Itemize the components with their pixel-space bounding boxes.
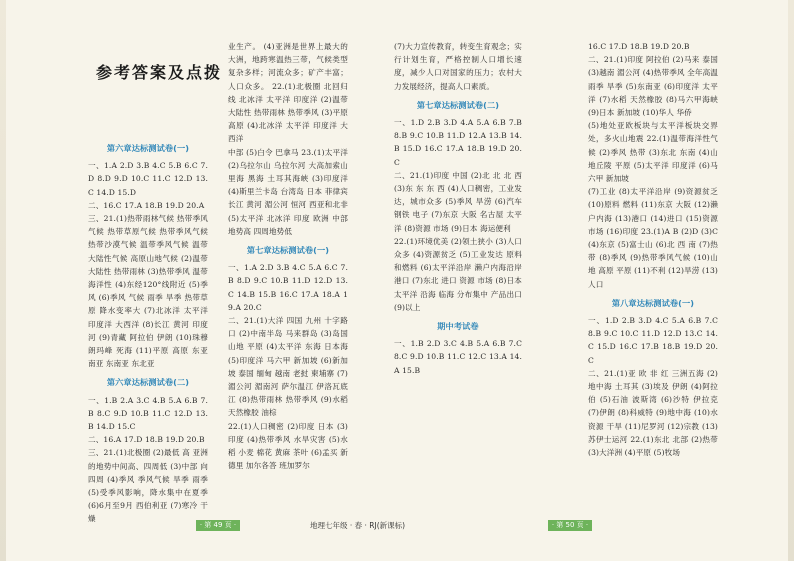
answer-paragraph: 一、1.D 2.B 3.D 4.A 5.A 6.B 7.B 8.B 9.C 10.B 11.D 12.A 13.B 14.B 15.D 16.C 17.A 18.B 19.D 20.C [394,118,522,167]
right-edge-strip [788,0,794,561]
answer-paragraph: (7)工业 (8)太平洋沿岸 (9)资源贫乏 (10)原料 燃料 (11)东京 大阪 (12)濑户内海 (13)港口 (14)进口 (15)资源 市场 (16)印度 23.(1)A B (2)D (3)C (4)东京 (5)富士山 (6)北 西 南 (7)热带 (8)季风 (9)热带季风气候 (10)山地 高原 平原 (11)不利 (12)旱涝 (13)人口 [588,187,718,289]
page-number-right: · 第 50 页 · [548,520,592,531]
page-number-left: · 第 49 页 · [196,520,240,531]
answer-paragraph: 业生产。 (4)亚洲是世界上最大的大洲，地跨寒温热三带，气候类型复杂多样；河流众多；矿产丰富；人口众多。 22.(1)北极圈 北回归线 北冰洋 太平洋 印度洋 (2)温带大陆性 热带雨林 热带季风 (3)平原 高原 (4)北冰洋 太平洋 印度洋 大西洋 [228,42,348,144]
answer-paragraph: 22.(1)环境优美 (2)领土狭小 (3)人口众多 (4)资源贫乏 (5)工业发达 原料和燃料 (6)太平洋沿岸 濑户内海沿岸 港口 (7)东北 进口 资源 市场 (8)日本 太平洋 沿海 临海 分布集中 产品出口 (9)以上 [394,236,522,312]
answer-paragraph: 二、21.(1)亚 欧 非 红 三洲五海 (2)地中海 土耳其 (3)埃及 伊朗 (4)阿拉伯 (5)石油 波斯湾 (6)沙特 伊拉克 (7)伊朗 (8)科威特 (9)地中海 (10)水资源 干旱 (11)尼罗河 (12)宗教 (13)苏伊士运河 22.(1)东北 北部 (2)热带 (3)大洋洲 (4)平原 (5)牧场 [588,368,718,458]
answer-paragraph: 一、1.B 2.D 3.C 4.B 5.A 6.B 7.C 8.C 9.D 10.B 11.C 12.C 13.A 14.A 15.B [394,339,522,375]
answer-paragraph: 二、21.(1)印度 阿拉伯 (2)马来 泰国 (3)越南 湄公河 (4)热带季风 全年高温 雨季 旱季 (5)东南亚 (6)印度洋 太平洋 (7)水稻 天然橡胶 (8)马六甲海峡 (9)日本 新加坡 (10)华人 华侨 [588,55,718,118]
answer-paragraph: 16.C 17.D 18.B 19.D 20.B [588,42,690,51]
answer-paragraph: 二、21.(1)大洋 四国 九州 十字路口 (2)中南半岛 马来群岛 (3)岛国 山地 平原 (4)太平洋 东海 日本海 (5)印度洋 马六甲 新加坡 (6)新加坡 泰国 缅甸 越南 老挝 柬埔寨 (7)湄公河 湄南河 萨尔温江 伊洛瓦底江 (8)热带雨林 热带季风 (9)水稻 天然橡胶 油棕 [228,316,348,418]
footer-label: 地理七年级 · 春 · RJ(新课标) [310,521,406,530]
answer-paragraph: (5)地处亚欧板块与太平洋板块交界处，多火山地震 22.(1)温带海洋性气候 (2)季风 热带 (3)东北 东南 (4)山地丘陵 平原 (5)太平洋 印度洋 (6)马六甲 新加坡 [588,121,718,184]
answer-paragraph: 中部 (5)白令 巴拿马 23.(1)太平洋 (2)乌拉尔山 乌拉尔河 大高加索山 里海 黑海 土耳其海峡 (3)印度洋 (4)斯里兰卡岛 台湾岛 日本 菲律宾 长江 黄河 湄公河 恒河 西亚和北非 (5)太平洋 北冰洋 印度 欧洲 中部地势高 四周地势低 [228,147,348,236]
answer-paragraph: 三、21.(1)热带雨林气候 热带季风气候 热带草原气候 热带季风气候 热带沙漠气候 温带季风气候 温带大陆性气候 高原山地气候 (2)温带大陆性 热带雨林 (3)热带季风 温带海洋性 (4)东经120°线附近 (5)季风 (6)季风 气候 雨季 旱季 热带草原 降水变率大 (7)北冰洋 太平洋 印度洋 大西洋 (8)长江 黄河 印度河 (9)青藏 阿拉伯 伊朗 (10)珠穆朗玛峰 死海 (11)平原 高原 东亚 南亚 东南亚 东北亚 [88,214,208,369]
answer-paragraph: (7)大力宣传教育，转变生育观念；实行计划生育，严格控制人口增长速度，减少人口对国家的压力；农村大力发展经济，提高人口素质。 [394,42,522,91]
column-4 [588,40,718,459]
section-title: 第八章达标测试卷(一) [611,297,695,308]
section-title: 第七章达标测试卷(一) [246,245,330,256]
answer-paragraph: 一、1.B 2.A 3.C 4.B 5.A 6.B 7.B 8.C 9.D 10.B 11.C 12.D 13.B 14.D 15.C [88,395,208,432]
answer-paragraph: 二、16.C 17.A 18.B 19.D 20.A [88,200,205,210]
column-3 [394,40,522,377]
section-title: 期中考试卷 [437,321,479,332]
answer-paragraph: 三、21.(1)北极圈 (2)最低 高 亚洲的地势中间高、四周低 (3)中部 向四周 (4)季风 季风气候 旱季 雨季 (5)受季风影响，降水集中在夏季 (6)6月至9月 西伯利亚 (7)寒冷 干燥 [88,448,208,524]
answer-paragraph: 一、1.A 2.D 3.B 4.C 5.A 6.C 7.B 8.D 9.C 10.B 11.D 12.D 13.C 14.B 15.B 16.C 17.A 18.A 19.A 20.C [228,263,348,312]
left-edge-strip [0,0,6,561]
column-2 [228,40,348,473]
section-title: 第六章达标测试卷(二) [106,377,190,388]
main-title: 参考答案及点拨 [96,63,223,82]
answer-paragraph: 二、21.(1)印度 中国 (2)北 北 北 西 (3)东 东 东 西 (4)人口稠密，工业发达，城市众多 (5)季风 旱涝 (6)汽车 钢铁 电子 (7)东京 大阪 名古屋 太平洋 (8)资源 市场 (9)日本 海运便利 [394,170,522,233]
answer-paragraph: 二、16.A 17.D 18.B 19.D 20.B [88,435,205,445]
section-title: 第六章达标测试卷(一) [106,143,190,153]
answer-paragraph: 一、1.D 2.B 3.D 4.C 5.A 6.B 7.C 8.B 9.C 10.C 11.D 12.D 13.C 14.C 15.D 16.C 17.B 18.B 19.D 20.C [588,316,718,365]
column-1 [88,136,208,524]
answer-paragraph: 22.(1)人口稠密 (2)印度 日本 (3)印度 (4)热带季风 水旱灾害 (5)水稻 小麦 棉花 黄麻 茶叶 (6)孟买 新德里 加尔各答 班加罗尔 [228,421,348,471]
answer-paragraph: 一、1.A 2.D 3.B 4.C 5.B 6.C 7.D 8.D 9.D 10.C 11.C 12.D 13.C 14.D 15.D [88,161,208,197]
section-title: 第七章达标测试卷(二) [416,99,500,110]
